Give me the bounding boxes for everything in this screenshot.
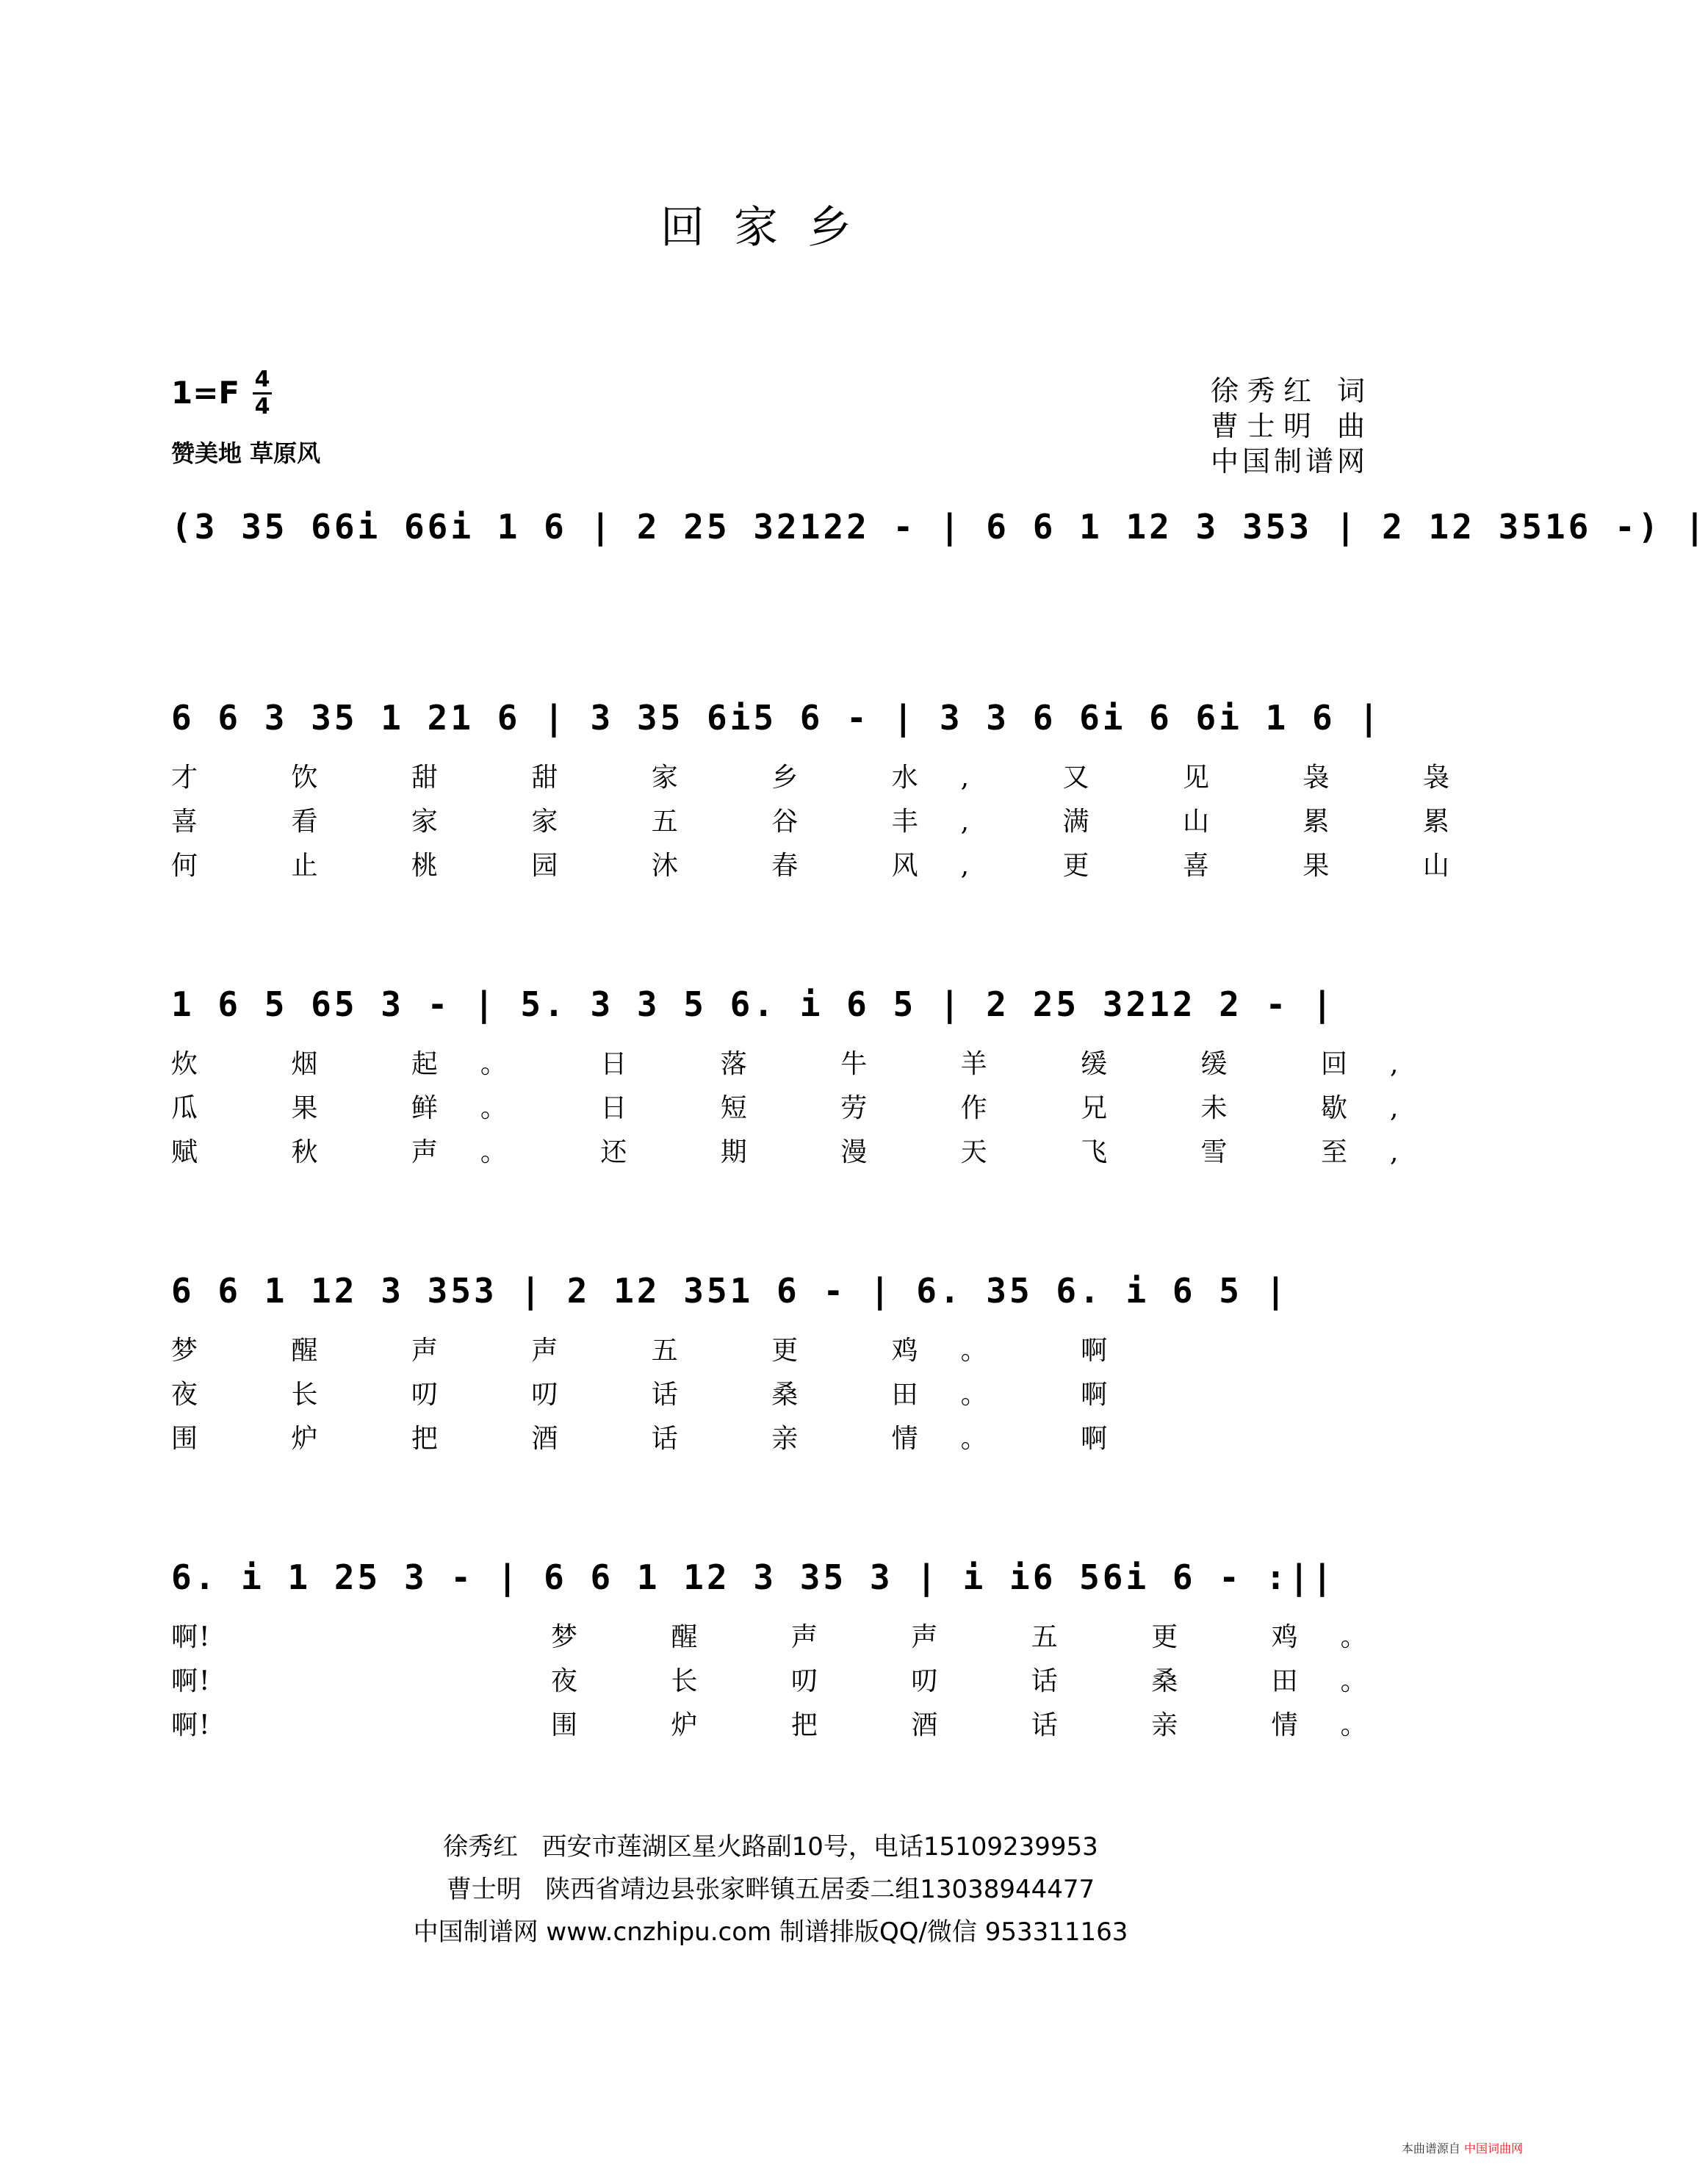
left-watermark xyxy=(3,15,19,2143)
lyric-left-1: 啊! xyxy=(171,1622,212,1652)
composer: 曹士明 曲 xyxy=(1211,410,1365,442)
lyric-verse-1: 梦 醒 声 声 五 更 鸡。 xyxy=(551,1622,1410,1652)
lyric-verse-2: 喜 看 家 家 五 谷 丰, 满 山 累 累 xyxy=(171,807,1492,837)
lyric-verse-3: 围 炉 把 酒 话 亲 情。 啊 xyxy=(171,1424,1150,1454)
time-signature xyxy=(253,367,272,419)
time-signature-bottom: 4 xyxy=(254,394,270,419)
lyric-verse-2: 夜 长 叨 叨 话 桑 田。 xyxy=(551,1666,1410,1696)
right-watermark xyxy=(1522,15,1538,2143)
lyric-left-3: 啊! xyxy=(171,1710,212,1740)
notation-line: 6 6 3 35 1 21 6 | 3 35 6i5 6 - | 3 3 6 6i 6 6i 1 6 | xyxy=(171,698,1383,738)
key-signature: 1=F xyxy=(171,375,240,411)
lyric-verse-1: 梦 醒 声 声 五 更 鸡。 啊 xyxy=(171,1336,1150,1366)
lyric-verse-1: 炊 烟 起。 日 落 牛 羊 缓 缓 回, xyxy=(171,1049,1441,1079)
lyric-left-2: 啊! xyxy=(171,1666,212,1696)
source-label: 本曲谱源自 xyxy=(1401,2141,1460,2155)
lyricist: 徐秀红 词 xyxy=(1211,375,1365,407)
lyric-verse-3: 围 炉 把 酒 话 亲 情。 xyxy=(551,1710,1410,1740)
notation-line: 6 6 1 12 3 353 | 2 12 351 6 - | 6. 35 6. i 6 5 | xyxy=(171,1271,1289,1311)
publisher: 中国制谱网 xyxy=(1211,445,1365,478)
credits xyxy=(1211,373,1365,479)
footer-line-composer: 曹士明 陕西省靖边县张家畔镇五居委二组13038944477 xyxy=(446,1875,1095,1904)
lyric-verse-3: 何 止 桃 园 沐 春 风, 更 喜 果 山 xyxy=(171,851,1492,881)
source-site: 中国词曲网 xyxy=(1463,2141,1523,2155)
contact-footer xyxy=(0,1826,1541,1953)
lyric-verse-2: 瓜 果 鲜。 日 短 劳 作 兄 未 歇, xyxy=(171,1093,1441,1123)
footer-line-lyricist: 徐秀红 西安市莲湖区星火路副10号，电话15109239953 xyxy=(443,1832,1098,1862)
lyric-verse-1: 才 饮 甜 甜 家 乡 水, 又 见 袅 袅 xyxy=(171,763,1492,793)
time-signature-top: 4 xyxy=(254,367,270,392)
notation-line: (3 35 66i 66i 1 6 | 2 25 32122 - | 6 6 1 12 3 353 | 2 12 3516 -) | xyxy=(171,507,1708,547)
notation-line: 6. i 1 25 3 - | 6 6 1 12 3 35 3 | i i6 56i 6 - :|| xyxy=(171,1557,1336,1597)
footer-line-publisher: 中国制谱网 www.cnzhipu.com 制谱排版QQ/微信 953311163 xyxy=(413,1917,1128,1947)
lyric-verse-2: 夜 长 叨 叨 话 桑 田。 啊 xyxy=(171,1380,1150,1410)
lyric-verse-3: 赋 秋 声。 还 期 漫 天 飞 雪 至, xyxy=(171,1137,1441,1167)
notation-line: 1 6 5 65 3 - | 5. 3 3 5 6. i 6 5 | 2 25 3212 2 - | xyxy=(171,984,1336,1024)
song-title: 回家乡 xyxy=(660,202,881,253)
source-corner xyxy=(1402,2139,1523,2156)
style-note: 赞美地 草原风 xyxy=(171,439,321,467)
